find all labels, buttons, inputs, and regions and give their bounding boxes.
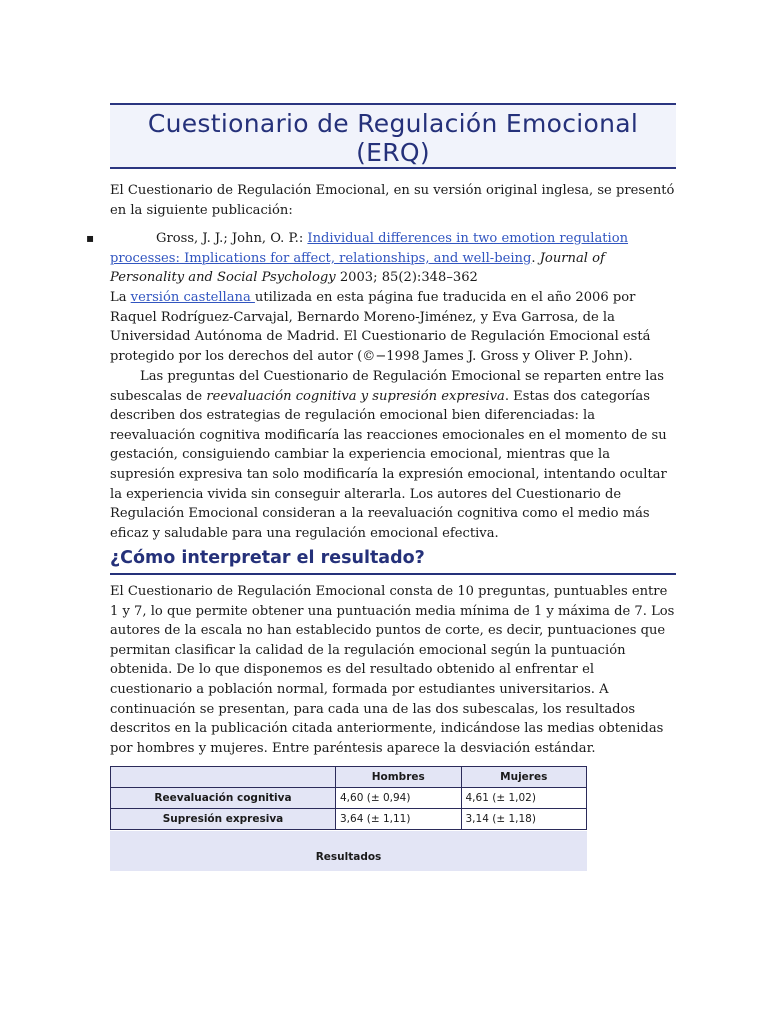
table-header-cell: Hombres [336, 767, 462, 788]
row-label: Reevaluación cognitiva [111, 788, 336, 809]
spanish-version-paragraph [110, 288, 676, 366]
results-table [110, 766, 587, 830]
table-cell: 3,64 (± 1,11) [336, 809, 462, 830]
subscales-text-2: . Estas dos categorías describen dos estrategias de regulación emocional bien diferenciadas: la reevaluación cognitiva modificaría las reacciones emocionales en el momento de su gestación, consiguiendo cambiar la experiencia emocional, mientras que la supresión expresiva tan solo modificaría la expresión emocional, intentando ocultar la experiencia vivida sin conseguir alterarla. Los autores del Cuestionario de Regulación Emocional consideran a la reevaluación cognitiva como el medio más eficaz y saludable para una regulación emocional efectiva. [110, 388, 667, 541]
intro-paragraph: El Cuestionario de Regulación Emocional, en su versión original inglesa, se presentó en la siguiente publicación: [110, 183, 675, 218]
title-banner [110, 103, 676, 169]
reference-item [110, 229, 676, 288]
table-header-cell [111, 767, 336, 788]
subscales-paragraph [110, 367, 676, 543]
table-cell: 4,61 (± 1,02) [461, 788, 587, 809]
table-cell: 3,14 (± 1,18) [461, 809, 587, 830]
interpretation-paragraph: El Cuestionario de Regulación Emocional consta de 10 preguntas, puntuables entre 1 y 7, lo que permite obtener una puntuación media mínima de 1 y máxima de 7. Los autores de la escala no han establecido puntos de corte, es decir, puntuaciones que permitan clasificar la calidad de la regulación emocional según la puntuación obtenida. De lo que disponemos es del resultado obtenido al enfrentar el cuestionario a población normal, formada por estudiantes universitarios. A continuación se presentan, para cada una de las dos subescalas, los resultados descritos en la publicación citada anteriormente, indicándose las medias obtenidas por hombres y mujeres. Entre paréntesis aparece la desviación estándar. [110, 584, 675, 756]
reference-after-link: . [531, 250, 540, 266]
reference-authors: Gross, J. J.; John, O. P.: [156, 231, 308, 246]
reference-link[interactable]: Individual differences in two emotion regulation processes: Implications for affect, relationships, and well-being [110, 231, 629, 266]
table-header-cell: Mujeres [461, 767, 587, 788]
subscales-text-1: Las preguntas del Cuestionario de Regulación Emocional se reparten entre las subescalas de [110, 369, 665, 404]
table-cell: 4,60 (± 0,94) [336, 788, 462, 809]
table-row [111, 788, 587, 809]
table-header-row [111, 767, 587, 788]
reference-journal: Journal of Personality and Social Psychology [110, 250, 605, 286]
table-row [111, 809, 587, 830]
spanish-version-prefix: La [110, 290, 131, 305]
spanish-version-link[interactable]: versión castellana [130, 290, 255, 305]
spanish-version-text: utilizada en esta página fue traducida en el año 2006 por Raquel Rodríguez-Carvajal, Bernardo Moreno-Jiménez, y Eva Garrosa, de la Universidad Autónoma de Madrid. El Cuestionario de Regulación Emocional está protegido por los derechos del autor (©−1998 James J. Gross y Oliver P. John). [110, 290, 651, 364]
section-heading: ¿Cómo interpretar el resultado? [110, 547, 676, 575]
bullet-icon: ▪ [86, 231, 95, 245]
subscales-italic: reevaluación cognitiva y supresión expresiva [206, 388, 505, 404]
row-label: Supresión expresiva [111, 809, 336, 830]
table-caption: Resultados [110, 831, 587, 871]
reference-citation: 2003; 85(2):348–362 [335, 270, 478, 286]
page-title: Cuestionario de Regulación Emocional (ERQ) [147, 109, 639, 167]
